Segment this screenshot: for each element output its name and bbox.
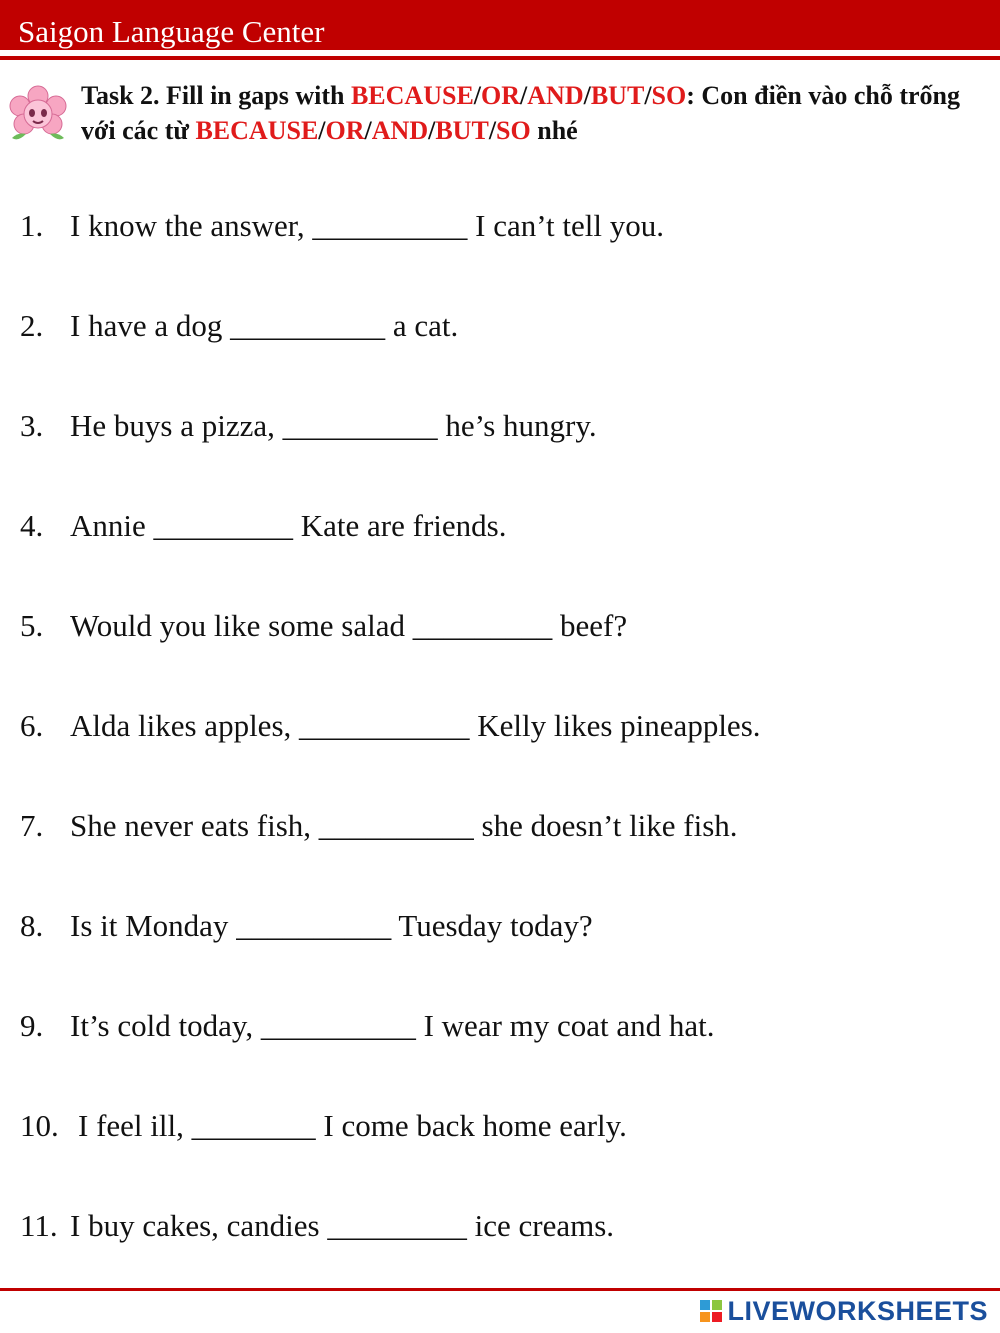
exercise-item-5 — [20, 603, 980, 703]
separator: / — [520, 81, 528, 110]
item-text-after: beef? — [552, 608, 628, 643]
separator: / — [318, 116, 326, 145]
word-but: BUT — [590, 81, 645, 110]
item-number: 4. — [20, 508, 44, 543]
footer-divider — [0, 1288, 1000, 1291]
answer-blank[interactable]: __________ — [260, 1008, 416, 1043]
exercise-list — [20, 203, 980, 1303]
item-text-after: Kate are friends. — [293, 508, 507, 543]
item-text-after: I can’t tell you. — [467, 208, 664, 243]
item-number: 5. — [20, 608, 44, 643]
answer-blank[interactable]: __________ — [312, 208, 468, 243]
task-prefix: Task 2. Fill in gaps with — [81, 81, 351, 110]
word-so: SO — [651, 81, 687, 110]
answer-blank[interactable]: _________ — [412, 608, 553, 643]
item-text-before: Is it Monday — [70, 908, 237, 943]
header-bar — [0, 0, 1000, 50]
liveworksheets-logo-icon — [699, 1299, 723, 1323]
separator: / — [583, 81, 591, 110]
exercise-item-3 — [20, 403, 980, 503]
item-text-before: He buys a pizza, — [70, 408, 283, 443]
exercise-item-2 — [20, 303, 980, 403]
exercise-item-8 — [20, 903, 980, 1003]
item-number: 10. — [20, 1108, 59, 1143]
separator: / — [364, 116, 372, 145]
word-and: AND — [527, 81, 584, 110]
exercise-item-10 — [20, 1103, 980, 1203]
item-number: 2. — [20, 308, 44, 343]
flower-mascot-icon — [6, 84, 70, 148]
exercise-item-7 — [20, 803, 980, 903]
item-number: 6. — [20, 708, 44, 743]
item-number: 7. — [20, 808, 44, 843]
answer-blank[interactable]: ___________ — [299, 708, 470, 743]
item-text-after: he’s hungry. — [437, 408, 597, 443]
item-text-before: She never eats fish, — [70, 808, 319, 843]
answer-blank[interactable]: __________ — [236, 908, 392, 943]
task-instructions — [81, 78, 981, 148]
word-and: AND — [371, 116, 429, 145]
item-text-before: I feel ill, — [78, 1108, 192, 1143]
item-text-before: Alda likes apples, — [70, 708, 300, 743]
header-title: Saigon Language Center — [18, 14, 325, 49]
answer-blank[interactable]: _________ — [327, 1208, 467, 1243]
item-text-before: I buy cakes, candies — [70, 1208, 328, 1243]
exercise-item-4 — [20, 503, 980, 603]
item-text-after: she doesn’t like fish. — [473, 808, 738, 843]
answer-blank[interactable]: __________ — [282, 408, 438, 443]
word-or: OR — [481, 81, 521, 110]
item-text-after: ice creams. — [466, 1208, 615, 1243]
word-because: BECAUSE — [350, 81, 474, 110]
item-text-after: a cat. — [385, 308, 459, 343]
item-text-before: It’s cold today, — [70, 1008, 261, 1043]
item-text-after: Kelly likes pineapples. — [469, 708, 761, 743]
separator: / — [473, 81, 482, 110]
item-number: 9. — [20, 1008, 44, 1043]
separator: / — [428, 116, 436, 145]
word-or: OR — [325, 116, 365, 145]
header-divider — [0, 56, 1000, 60]
answer-blank[interactable]: __________ — [318, 808, 474, 843]
separator: / — [488, 116, 497, 145]
item-text-before: I know the answer, — [70, 208, 313, 243]
exercise-item-1 — [20, 203, 980, 303]
exercise-item-9 — [20, 1003, 980, 1103]
item-text-after: I come back home early. — [315, 1108, 627, 1143]
item-text-before: Annie — [70, 508, 154, 543]
brand-name: LIVEWORKSHEETS — [727, 1295, 988, 1326]
task-vietnamese: : Con điền vào chỗ trống với các từ — [81, 81, 960, 145]
word-but: BUT — [435, 116, 489, 145]
item-number: 8. — [20, 908, 44, 943]
task-vietnamese-end: nhé — [530, 116, 578, 145]
answer-blank[interactable]: __________ — [230, 308, 386, 343]
liveworksheets-brand — [699, 1294, 988, 1328]
item-number: 3. — [20, 408, 44, 443]
item-text-after: I wear my coat and hat. — [415, 1008, 715, 1043]
item-text-before: Would you like some salad — [70, 608, 413, 643]
answer-blank[interactable]: ________ — [191, 1108, 316, 1143]
exercise-item-6 — [20, 703, 980, 803]
answer-blank[interactable]: _________ — [153, 508, 294, 543]
word-because: BECAUSE — [195, 116, 319, 145]
item-number: 11. — [20, 1208, 58, 1243]
item-text-before: I have a dog — [70, 308, 231, 343]
item-number: 1. — [20, 208, 44, 243]
item-text-after: Tuesday today? — [391, 908, 593, 943]
separator: / — [644, 81, 652, 110]
word-so: SO — [496, 116, 531, 145]
